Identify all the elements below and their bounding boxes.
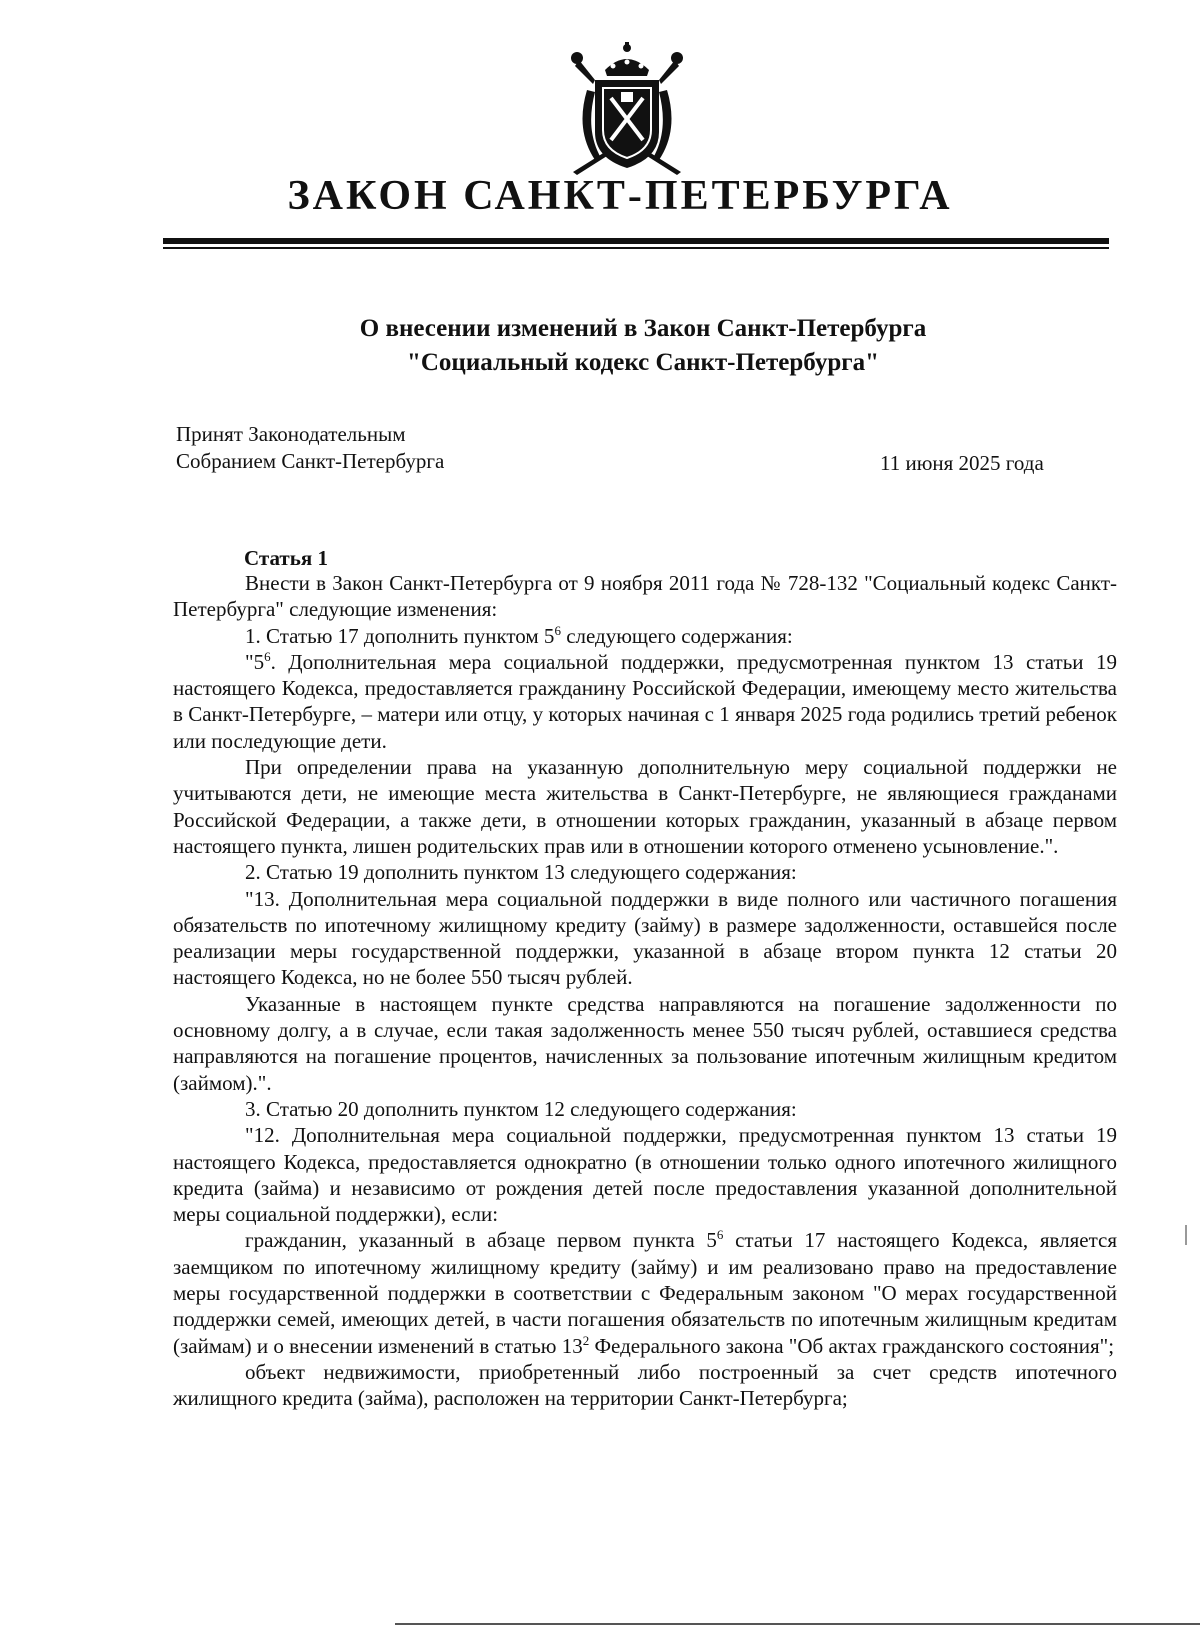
title-divider-thick bbox=[163, 238, 1109, 244]
adoption-line-2: Собранием Санкт-Петербурга bbox=[176, 449, 445, 473]
text-fragment: гражданин, указанный в абзаце первом пункта 5 bbox=[245, 1228, 717, 1253]
superscript: 6 bbox=[716, 1227, 724, 1243]
document-title: ЗАКОН САНКТ-ПЕТЕРБУРГА bbox=[287, 173, 953, 219]
title-divider-thin bbox=[163, 247, 1109, 249]
text-fragment: . Дополнительная мера социальной поддержки, предусмотренная пунктом 13 статьи 19 настоящего Кодекса, предоставляется гражданину Российской Федерации, имеющему место жительства в Санкт-Петербурге, – матери или отцу, у которых начиная с 1 января 2025 года родились третий ребенок или последующие дети. bbox=[173, 649, 1117, 753]
scan-edge-line bbox=[395, 1623, 1200, 1625]
paragraph: 3. Статью 20 дополнить пунктом 12 следующего содержания: bbox=[245, 1096, 797, 1121]
text-fragment: статьи 17 настоящего Кодекса, является заемщиком по ипотечному жилищному кредиту (займу) и им реализовано право на предоставление меры государственной поддержки в соответствии с Федеральным законом "О мерах государственной поддержки семей, имеющих детей, в части погашения обязательств по ипотечным жилищным кредитам (займам) и о внесении изменений в статью 13 bbox=[173, 1228, 1117, 1358]
adoption-date: 11 июня 2025 года bbox=[880, 451, 1044, 475]
paragraph: "12. Дополнительная мера социальной поддержки, предусмотренная пунктом 13 статьи 19 настоящего Кодекса, предоставляется однократно (в отношении только одного ипотечного жилищного кредита (займа) и независимо от рождения детей после предоставления указанной дополнительной меры социальной поддержки), если: bbox=[173, 1123, 1117, 1227]
paragraph: 2. Статью 19 дополнить пунктом 13 следующего содержания: bbox=[245, 860, 797, 885]
paragraph bbox=[173, 623, 1117, 649]
paragraph bbox=[173, 1227, 1117, 1358]
article-body bbox=[173, 570, 1117, 1412]
paragraph: При определении права на указанную дополнительную меру социальной поддержки не учитываются дети, не имеющие места жительства в Санкт-Петербурге, не являющиеся гражданами Российской Федерации, а также дети, в отношении которых гражданин, указанный в абзаце первом настоящего пункта, лишен родительских прав или в отношении которого отменено усыновление.". bbox=[173, 755, 1117, 858]
paragraph: Внести в Закон Санкт-Петербурга от 9 ноября 2011 года № 728-132 "Социальный кодекс Санкт-Петербурга" следующие изменения: bbox=[173, 571, 1117, 622]
law-title-line-2: "Социальный кодекс Санкт-Петербурга" bbox=[407, 349, 879, 376]
paragraph: объект недвижимости, приобретенный либо построенный за счет средств ипотечного жилищного кредита (займа), расположен на территории Санкт-Петербурга; bbox=[173, 1359, 1117, 1411]
text-fragment: 1. Статью 17 дополнить пунктом 5 bbox=[245, 623, 555, 648]
text-fragment: Федерального закона "Об актах гражданского состояния"; bbox=[589, 1333, 1115, 1358]
text-fragment: "5 bbox=[245, 649, 265, 674]
scan-edge-mark bbox=[1185, 1225, 1187, 1245]
superscript: 6 bbox=[554, 622, 561, 638]
article-heading: Статья 1 bbox=[244, 546, 328, 570]
adoption-line-1: Принят Законодательным bbox=[176, 422, 406, 446]
superscript: 6 bbox=[264, 648, 271, 664]
paragraph: "13. Дополнительная мера социальной поддержки в виде полного или частичного погашения обязательств по ипотечному жилищному кредиту (займу) в размере задолженности, оставшейся после реализации меры государственной поддержки, указанной в абзаце втором пункта 12 статьи 20 настоящего Кодекса, но не более 550 тысяч рублей. bbox=[173, 886, 1117, 990]
superscript: 2 bbox=[582, 1332, 590, 1348]
law-title-line-1: О внесении изменений в Закон Санкт-Петербурга bbox=[359, 315, 927, 342]
text-fragment: следующего содержания: bbox=[560, 623, 793, 648]
paragraph bbox=[173, 649, 1117, 754]
paragraph: Указанные в настоящем пункте средства направляются на погашение задолженности по основному долгу, а в случае, если такая задолженность менее 550 тысяч рублей, оставшиеся средства направляются на погашение процентов, начисленных за пользование ипотечным жилищным кредитом (займом).". bbox=[173, 991, 1117, 1095]
coat-of-arms-emblem bbox=[565, 40, 689, 175]
